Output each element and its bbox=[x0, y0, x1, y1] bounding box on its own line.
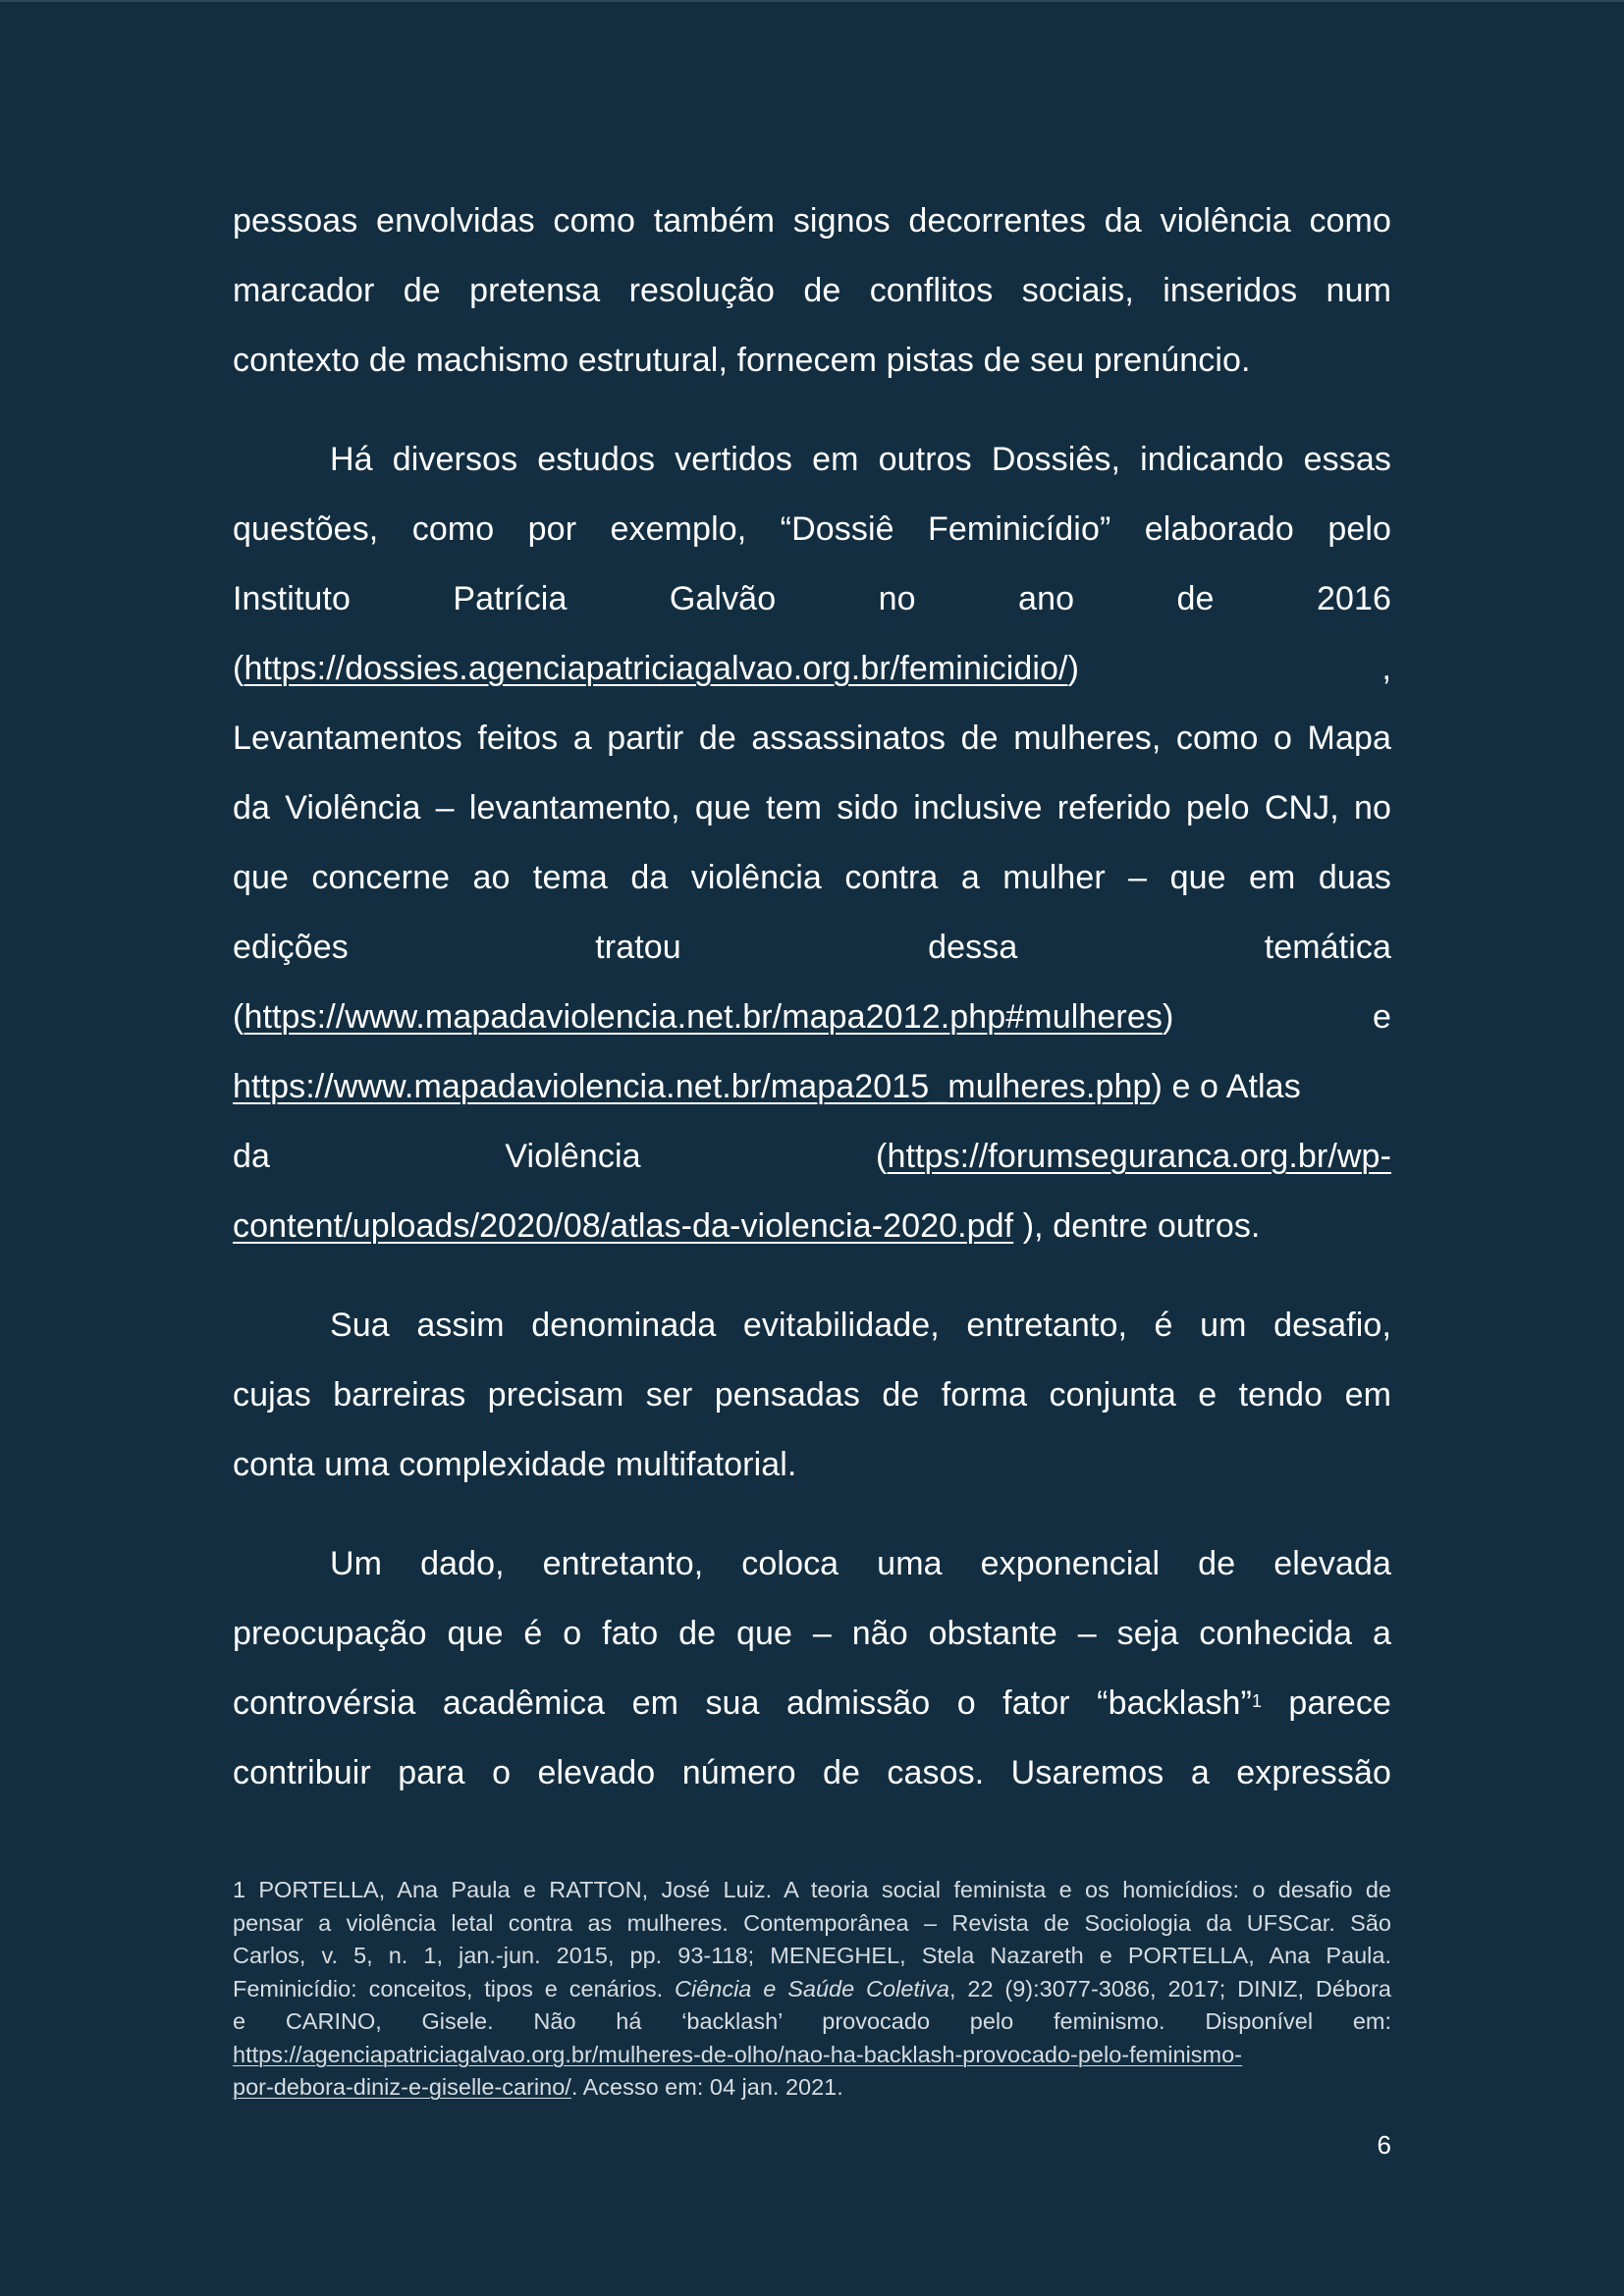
footnote-line: Carlos, v. 5, n. 1, jan.-jun. 2015, pp. 93-118; MENEGHEL, Stela Nazareth e PORTELLA, Ana Paula. bbox=[233, 1943, 1391, 1968]
paren: ) bbox=[1067, 650, 1080, 687]
text-line: contexto de machismo estrutural, fornecem pistas de seu prenúncio. bbox=[233, 342, 1251, 379]
text-line: contribuir para o elevado número de casos. Usaremos a expressão bbox=[233, 1754, 1391, 1791]
page-number: 6 bbox=[1377, 2130, 1391, 2160]
conjunction: e bbox=[1372, 998, 1391, 1036]
text-line: questões, como por exemplo, “Dossiê Feminicídio” elaborado pelo bbox=[233, 510, 1391, 548]
text-fragment: Feminicídio: conceitos, tipos e cenários. bbox=[233, 1975, 675, 2002]
text-fragment: da bbox=[233, 1138, 271, 1175]
paren: ) bbox=[1162, 998, 1174, 1036]
paren: ( bbox=[233, 650, 244, 687]
link-backlash-article-part1[interactable]: https://agenciapatriciagalvao.org.br/mulheres-de-olho/nao-ha-backlash-provocado-pelo-feminismo- bbox=[233, 2041, 1243, 2067]
paren: ( bbox=[233, 998, 244, 1036]
text-line: pessoas envolvidas como também signos decorrentes da violência como bbox=[233, 202, 1391, 240]
journal-title: Ciência e Saúde Coletiva bbox=[675, 1975, 949, 2002]
text-line: Levantamentos feitos a partir de assassinatos de mulheres, como o Mapa bbox=[233, 720, 1391, 757]
link-mapa-2012[interactable]: https://www.mapadaviolencia.net.br/mapa2012.php#mulheres bbox=[244, 998, 1163, 1036]
paragraph-3 bbox=[233, 1291, 1391, 1500]
text-line: edições tratou dessa temática bbox=[233, 929, 1391, 966]
footnote-reference[interactable]: 1 bbox=[1251, 1691, 1262, 1711]
footnote-line bbox=[233, 1973, 1391, 2006]
paragraph-1 bbox=[233, 187, 1391, 396]
text-fragment: ), dentre outros. bbox=[1013, 1207, 1261, 1245]
text-line: preocupação que é o fato de que – não obstante – seja conhecida a bbox=[233, 1615, 1391, 1652]
comma: , bbox=[1381, 650, 1391, 687]
footnote-line: 1 PORTELLA, Ana Paula e RATTON, José Luiz. A teoria social feminista e os homicídios: o desafio de bbox=[233, 1877, 1391, 1902]
footnote-block bbox=[233, 1874, 1391, 2105]
text-line bbox=[233, 1669, 1391, 1738]
link-atlas-violencia-part1[interactable]: https://forumseguranca.org.br/wp- bbox=[887, 1138, 1391, 1175]
text-line: Um dado, entretanto, coloca uma exponencial de elevada bbox=[330, 1545, 1391, 1582]
text-line: marcador de pretensa resolução de conflitos sociais, inseridos num bbox=[233, 272, 1391, 309]
text-fragment: parece bbox=[1262, 1684, 1391, 1722]
body-text bbox=[233, 187, 1391, 1838]
text-line: que concerne ao tema da violência contra a mulher – que em duas bbox=[233, 859, 1391, 896]
text-line: conta uma complexidade multifatorial. bbox=[233, 1446, 797, 1483]
text-line: cujas barreiras precisam ser pensadas de forma conjunta e tendo em bbox=[233, 1376, 1391, 1414]
footnote-line: e CARINO, Gisele. Não há ‘backlash’ provocado pelo feminismo. Disponível em: bbox=[233, 2008, 1391, 2034]
text-fragment: , 22 (9):3077-3086, 2017; DINIZ, Débora bbox=[948, 1975, 1392, 2002]
text-fragment: ) e o Atlas bbox=[1151, 1068, 1301, 1105]
text-fragment: Violência bbox=[505, 1138, 641, 1175]
link-backlash-article-part2[interactable]: por-debora-diniz-e-giselle-carino/ bbox=[233, 2074, 571, 2100]
text-line: Sua assim denominada evitabilidade, entretanto, é um desafio, bbox=[330, 1307, 1391, 1344]
link-mapa-2015[interactable]: https://www.mapadaviolencia.net.br/mapa2015_mulheres.php bbox=[233, 1068, 1152, 1105]
text-fragment: . Acesso em: 04 jan. 2021. bbox=[570, 2074, 843, 2100]
text-line bbox=[233, 1192, 1391, 1261]
paragraph-2 bbox=[233, 425, 1391, 1261]
link-atlas-violencia-part2[interactable]: content/uploads/2020/08/atlas-da-violencia-2020.pdf bbox=[233, 1207, 1014, 1245]
text-line bbox=[233, 1122, 1391, 1192]
footnote-line bbox=[233, 2039, 1391, 2072]
footnote-line bbox=[233, 2071, 1391, 2105]
text-line: da Violência – levantamento, que tem sido inclusive referido pelo CNJ, no bbox=[233, 789, 1391, 827]
text-fragment: (https://forumseguranca.org.br/wp- bbox=[876, 1138, 1391, 1175]
footnote-line: pensar a violência letal contra as mulheres. Contemporânea – Revista de Sociologia da UFSCar. São bbox=[233, 1909, 1391, 1936]
text-line: Há diversos estudos vertidos em outros Dossiês, indicando essas bbox=[330, 441, 1391, 478]
text-line bbox=[233, 983, 1391, 1052]
paragraph-4 bbox=[233, 1529, 1391, 1808]
link-dossie-feminicidio[interactable]: https://dossies.agenciapatriciagalvao.org.br/feminicidio/ bbox=[244, 650, 1068, 687]
text-fragment: controvérsia acadêmica em sua admissão o fator “backlash” bbox=[233, 1684, 1252, 1722]
text-line bbox=[233, 1052, 1391, 1122]
text-line: Instituto Patrícia Galvão no ano de 2016 bbox=[233, 580, 1391, 617]
text-line bbox=[233, 634, 1391, 704]
